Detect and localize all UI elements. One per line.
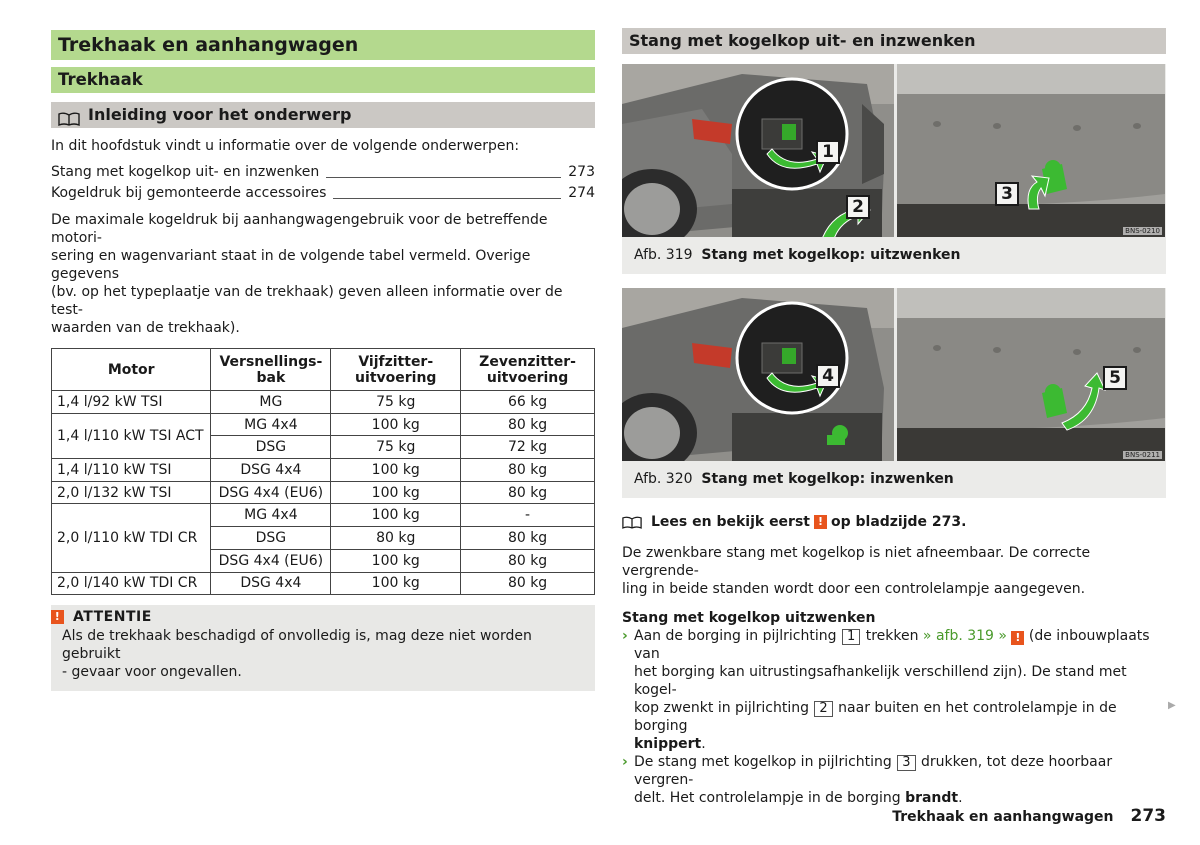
- intro-heading: [51, 102, 595, 128]
- attention-title: [51, 607, 584, 627]
- cell-gearbox: MG: [211, 391, 331, 414]
- figure-319-left-image: [622, 64, 894, 237]
- cell-five: 75 kg: [331, 391, 461, 414]
- page-footer: [892, 806, 1166, 826]
- cell-motor: 2,0 l/140 kW TDI CR: [52, 572, 211, 595]
- cell-seven: 80 kg: [461, 459, 595, 482]
- table-row: [52, 459, 595, 482]
- warning-icon: !: [51, 610, 64, 624]
- cell-five: 100 kg: [331, 481, 461, 504]
- figure-link[interactable]: » afb. 319 »: [922, 628, 1007, 644]
- table-row: [52, 391, 595, 414]
- table-row: [52, 572, 595, 595]
- cell-gearbox: MG 4x4: [211, 504, 331, 527]
- section-title: Trekhaak: [51, 67, 595, 93]
- step-2: › De stang met kogelkop in pijlrichting 3 drukken, tot deze hoorbaar vergren- delt. Het controlelampje in de borging brandt.: [622, 754, 1113, 806]
- step-1: › Aan de borging in pijlrichting 1 trekken » afb. 319 » ! (de inbouwplaats van het borging kan uitrustingsafhankelijk verschillend zijn). De stand met kogel- kop zwenkt in pijlrichting 2 naar buiten en het controlelampje in de borging knippert.: [622, 628, 1150, 752]
- cell-gearbox: DSG 4x4: [211, 459, 331, 482]
- table-intro-paragraph: [51, 211, 595, 337]
- figure-320: [622, 288, 1166, 498]
- page-number: 273: [1130, 806, 1166, 826]
- col-header-gearbox: Versnellings- bak: [211, 349, 331, 391]
- cell-motor: 1,4 l/92 kW TSI: [52, 391, 211, 414]
- procedure-heading: Stang met kogelkop uitzwenken: [622, 610, 876, 626]
- figure-320-caption: Afb. 320 Stang met kogelkop: inzwenken: [634, 471, 954, 487]
- image-code: BNS-0210: [1125, 227, 1160, 235]
- para-line: (bv. op het typeplaatje van de trekhaak) geven alleen informatie over de test-: [51, 284, 563, 318]
- cell-five: 100 kg: [331, 504, 461, 527]
- toc-item[interactable]: [51, 183, 595, 204]
- cell-seven: 72 kg: [461, 436, 595, 459]
- figure-319-caption: Afb. 319 Stang met kogelkop: uitzwenken: [634, 247, 961, 263]
- cell-five: 100 kg: [331, 572, 461, 595]
- left-column: [51, 30, 595, 691]
- cell-five: 100 kg: [331, 459, 461, 482]
- read-first-note: Lees en bekijk eerst ! op bladzijde 273.: [622, 514, 1166, 530]
- cell-gearbox: DSG 4x4 (EU6): [211, 549, 331, 572]
- table-row: [52, 413, 595, 436]
- toc-leader: [333, 198, 561, 199]
- toc-item[interactable]: [51, 162, 595, 183]
- cell-motor: 2,0 l/132 kW TSI: [52, 481, 211, 504]
- attention-title-label: ATTENTIE: [73, 609, 152, 626]
- toc-item-label: Stang met kogelkop uit- en inzwenken: [51, 164, 320, 180]
- cell-seven: 80 kg: [461, 572, 595, 595]
- cell-five: 100 kg: [331, 549, 461, 572]
- intro-text: In dit hoofdstuk vindt u informatie over de volgende onderwerpen:: [51, 138, 520, 154]
- right-paragraph: De zwenkbare stang met kogelkop is niet afneembaar. De correcte vergrende- ling in beide standen wordt door een controlelampje aangegeven.: [622, 545, 1091, 597]
- cell-seven: 66 kg: [461, 391, 595, 414]
- toc: [51, 162, 595, 204]
- marker-ref-3: 3: [897, 755, 915, 771]
- marker-ref-2: 2: [814, 701, 832, 717]
- image-code: BNS-0211: [1125, 451, 1160, 459]
- book-icon: [58, 108, 80, 122]
- figure-320-right-image: [897, 288, 1165, 461]
- para-line: sering en wagenvariant staat in de volgende tabel vermeld. Overige gegevens: [51, 248, 531, 282]
- cell-seven: 80 kg: [461, 413, 595, 436]
- cell-seven: -: [461, 504, 595, 527]
- toc-item-page: 274: [568, 185, 595, 201]
- warning-icon: !: [1011, 631, 1024, 645]
- marker-4: 4: [816, 364, 840, 388]
- cell-five: 80 kg: [331, 527, 461, 550]
- bullet-arrow-icon: ›: [622, 754, 628, 770]
- cell-seven: 80 kg: [461, 481, 595, 504]
- toc-item-page: 273: [568, 164, 595, 180]
- book-icon: [622, 516, 642, 529]
- toc-leader: [326, 177, 561, 178]
- right-column: [622, 28, 1166, 807]
- figure-320-left-image: [622, 288, 894, 461]
- cell-gearbox: DSG: [211, 436, 331, 459]
- cell-five: 75 kg: [331, 436, 461, 459]
- cell-gearbox: MG 4x4: [211, 413, 331, 436]
- table-header-row: [52, 349, 595, 391]
- cell-motor: 1,4 l/110 kW TSI ACT: [52, 413, 211, 458]
- figure-319-right-image: [897, 64, 1165, 237]
- cell-seven: 80 kg: [461, 549, 595, 572]
- attention-box: [51, 605, 595, 691]
- warning-icon: !: [814, 515, 827, 529]
- cell-seven: 80 kg: [461, 527, 595, 550]
- continue-arrow-icon: ▶: [1168, 700, 1176, 711]
- col-header-seven-seater: Zevenzitter- uitvoering: [461, 349, 595, 391]
- table-row: [52, 504, 595, 527]
- tongue-load-table: [51, 348, 595, 595]
- col-header-motor: Motor: [52, 349, 211, 391]
- read-first-link[interactable]: op bladzijde 273.: [830, 514, 967, 530]
- intro-heading-label: Inleiding voor het onderwerp: [88, 105, 352, 124]
- cell-gearbox: DSG: [211, 527, 331, 550]
- para-line: waarden van de trekhaak).: [51, 320, 240, 336]
- table-row: [52, 481, 595, 504]
- cell-five: 100 kg: [331, 413, 461, 436]
- footer-section: Trekhaak en aanhangwagen: [892, 809, 1114, 825]
- col-header-five-seater: Vijfzitter- uitvoering: [331, 349, 461, 391]
- toc-item-label: Kogeldruk bij gemonteerde accessoires: [51, 185, 327, 201]
- cell-gearbox: DSG 4x4 (EU6): [211, 481, 331, 504]
- para-line: De maximale kogeldruk bij aanhangwagengebruik voor de betreffende motori-: [51, 212, 548, 246]
- cell-motor: 1,4 l/110 kW TSI: [52, 459, 211, 482]
- cell-gearbox: DSG 4x4: [211, 572, 331, 595]
- marker-2: 2: [846, 195, 870, 219]
- marker-1: 1: [816, 140, 840, 164]
- marker-3: 3: [995, 182, 1019, 206]
- cell-motor: 2,0 l/110 kW TDI CR: [52, 504, 211, 572]
- figure-319: [622, 64, 1166, 274]
- marker-ref-1: 1: [842, 629, 860, 645]
- attention-text: Als de trekhaak beschadigd of onvolledig is, mag deze niet worden gebruikt - gevaar voor ongevallen.: [62, 628, 532, 681]
- chapter-title: Trekhaak en aanhangwagen: [51, 30, 595, 60]
- bullet-arrow-icon: ›: [622, 628, 628, 644]
- marker-5: 5: [1103, 366, 1127, 390]
- right-section-heading: Stang met kogelkop uit- en inzwenken: [622, 28, 1166, 54]
